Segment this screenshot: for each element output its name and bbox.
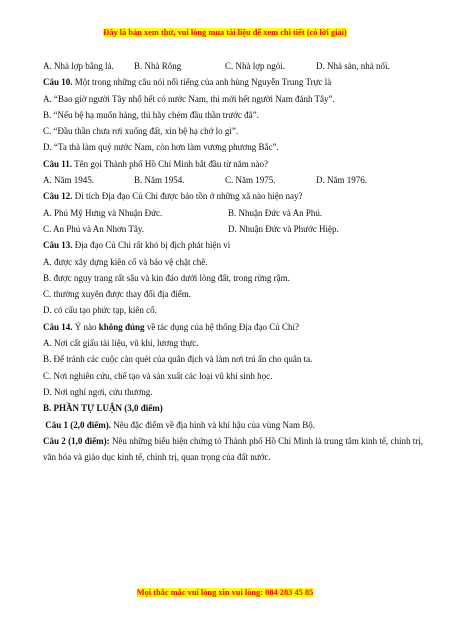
question-10-label: Câu 10. <box>43 77 73 88</box>
question-11-label: Câu 11. <box>43 158 73 169</box>
question-11 <box>43 156 423 172</box>
question-11-options <box>43 172 423 188</box>
question-11-option-c: C. Năm 1975. <box>225 175 276 186</box>
question-14-option-c: C. Nơi nghiên cứu, chế tạo và sản xuất các loại vũ khí sinh học. <box>43 370 273 381</box>
question-14-text-before: Ý nào <box>74 321 97 332</box>
question-11-option-d: D. Năm 1976. <box>316 175 367 186</box>
essay-question-1 <box>43 417 423 433</box>
question-10-option-c: C. “Đầu thần chưa rơi xuống đất, xin bệ hạ chớ lo gì”. <box>43 126 239 137</box>
option-b: B. Nhà Rông <box>134 61 182 71</box>
question-12-option-b: B. Nhuận Đức và An Phú. <box>228 207 323 218</box>
question-13 <box>43 237 423 253</box>
question-12-option-a: A. Phú Mỹ Hưng và Nhuận Đức. <box>43 207 163 218</box>
essay-question-2 <box>43 433 423 466</box>
contact-footer <box>0 588 450 598</box>
question-12-option-d: D. Nhuận Đức và Phước Hiệp. <box>228 223 339 234</box>
contact-footer-text: Mọi thắc mắc vui lòng xin vui lòng: 084 283 45 85 <box>136 588 314 597</box>
preview-banner-text: Đây là bản xem thử, vui lòng mua tài liệu để xem chi tiết (có lời giải) <box>103 28 347 37</box>
question-11-text: Tên gọi Thành phố Hồ Chí Minh bắt đầu từ năm nào? <box>74 158 269 169</box>
question-14-label: Câu 14. <box>43 321 73 332</box>
question-14-option-d: D. Nơi nghỉ ngơi, cứu thương. <box>43 386 153 397</box>
question-10-option-a: A. “Bao giờ người Tây nhổ hết cỏ nước Nam, thì mới hết người Nam đánh Tây”. <box>43 93 335 104</box>
question-10-option-d: D. “Ta thà làm quỷ nước Nam, còn hơn làm vương phương Bắc”. <box>43 142 279 153</box>
question-13-label: Câu 13. <box>43 240 73 251</box>
question-14-option-b: B. Để tránh các cuộc càn quét của quân địch và làm nơi trú ẩn cho quân ta. <box>43 354 313 365</box>
option-c: C. Nhà lợp ngói. <box>225 61 286 71</box>
question-13-option-a: A. được xây dựng kiên cố và bảo vệ chặt chẽ. <box>43 256 208 267</box>
question-12-options-row-2 <box>43 221 423 237</box>
question-13-option-d: D. có cấu tạo phức tạp, kiên cố. <box>43 305 157 316</box>
question-12-options-row-1 <box>43 205 423 221</box>
essay-question-1-label: Câu 1 (2,0 điểm). <box>45 419 111 430</box>
essay-question-2-text: Nêu những biểu hiện chứng tỏ Thành phố Hồ Chí Minh là trung tâm kinh tế, chính trị, văn hóa và giáo dục kinh tế, chính trị, quan trọng của đất nước. <box>43 435 423 463</box>
section-b-title: B. PHẦN TỰ LUẬN (3,0 điểm) <box>43 403 163 414</box>
option-a: A. Nhà lợp bằng lá. <box>43 61 114 71</box>
essay-question-2-label: Câu 2 (1,0 điểm): <box>43 435 110 446</box>
question-14-text-after: về tác dụng của hệ thống Địa đạo Củ Chi? <box>146 321 300 332</box>
question-10-option-b: B. “Nếu bệ hạ muốn hàng, thì hãy chém đầu thần trước đã”. <box>43 109 259 120</box>
question-10 <box>43 74 423 90</box>
question-12 <box>43 188 423 204</box>
question-14 <box>43 319 423 335</box>
question-content <box>43 58 423 465</box>
question-11-option-b: B. Năm 1954. <box>134 175 185 186</box>
question-13-option-c: C. thường xuyên được thay đổi địa điểm. <box>43 289 192 300</box>
question-11-option-a: A. Năm 1945. <box>43 175 94 186</box>
question-14-emphasis: không đúng <box>98 321 145 332</box>
preview-banner <box>0 28 450 38</box>
continued-options-row <box>43 58 423 74</box>
question-10-text: Một trong những câu nói nổi tiếng của anh hùng Nguyễn Trung Trực là <box>74 77 332 88</box>
question-12-label: Câu 12. <box>43 191 73 202</box>
option-d: D. Nhà sàn, nhà nối. <box>316 61 390 71</box>
question-14-option-a: A. Nơi cất giấu tài liệu, vũ khí, lương thực. <box>43 338 199 349</box>
question-12-text: Di tích Địa đạo Củ Chi được bảo tồn ở những xã nào hiện nay? <box>74 191 303 202</box>
question-13-text: Địa đạo Củ Chi rất khó bị địch phát hiện vì <box>74 240 231 251</box>
question-13-option-b: B. được ngụy trang rất sâu và kín đáo dưới lòng đất, trong rừng rậm. <box>43 272 290 283</box>
essay-question-1-text: Nêu đặc điểm về địa hình và khí hậu của vùng Nam Bộ. <box>113 419 315 430</box>
question-12-option-c: C. An Phú và An Nhơn Tây. <box>43 223 145 234</box>
